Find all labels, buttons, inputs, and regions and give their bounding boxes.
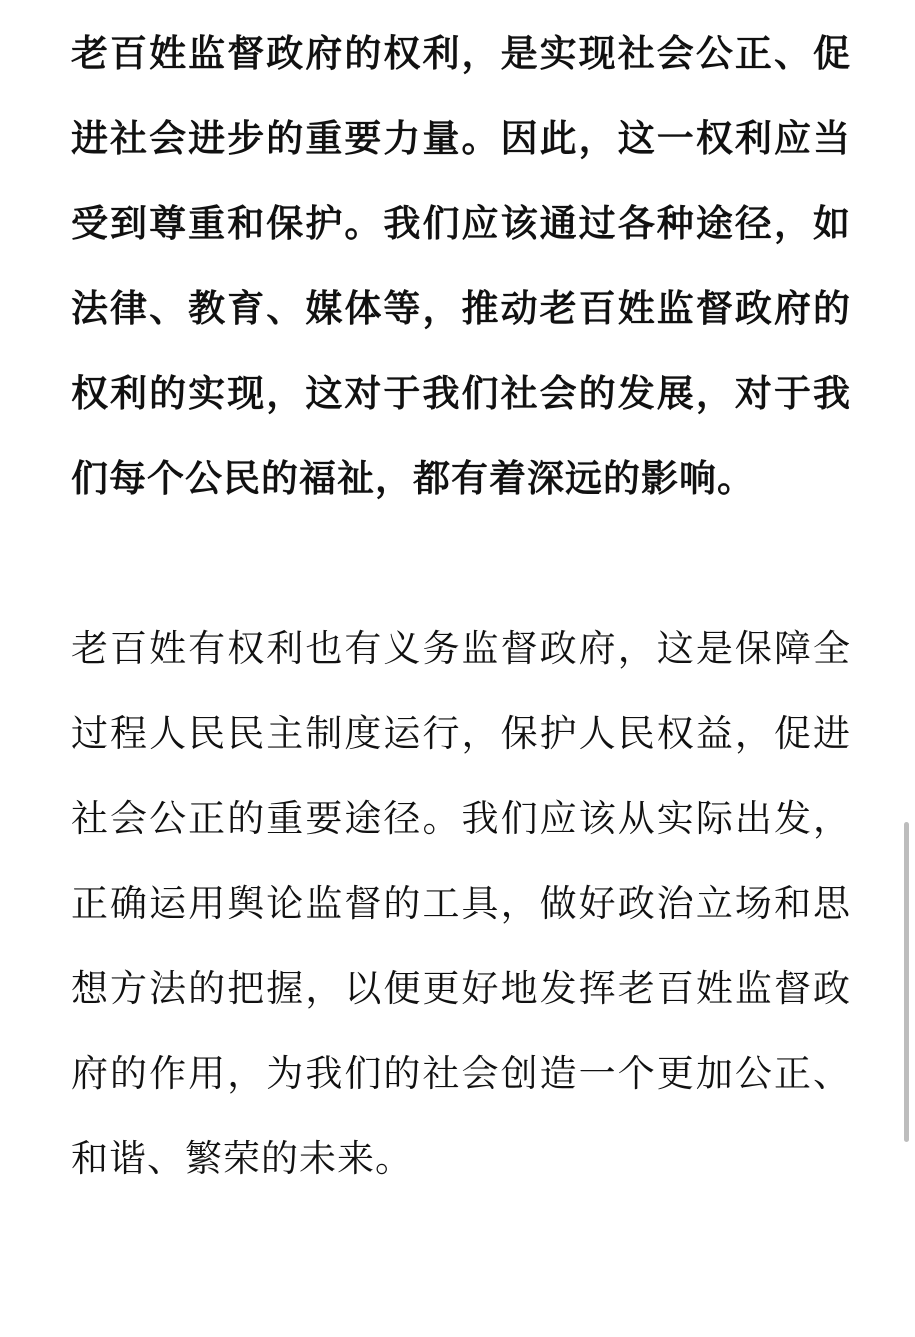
article-body (71, 11, 851, 1201)
paragraph-normal: 老百姓有权利也有义务监督政府，这是保障全过程人民民主制度运行，保护人民权益，促进社会公正的重要途径。我们应该从实际出发，正确运用舆论监督的工具，做好政治立场和思想方法的把握，以便更好地发挥老百姓监督政府的作用，为我们的社会创造一个更加公正、和谐、繁荣的未来。 (71, 627, 851, 1180)
paragraph-bold: 老百姓监督政府的权利，是实现社会公正、促进社会进步的重要力量。因此，这一权利应当受到尊重和保护。我们应该通过各种途径，如法律、教育、媒体等，推动老百姓监督政府的权利的实现，这对于我们社会的发展，对于我们每个公民的福祉，都有着深远的影响。 (71, 32, 851, 500)
vertical-scrollbar[interactable] (904, 822, 909, 1142)
